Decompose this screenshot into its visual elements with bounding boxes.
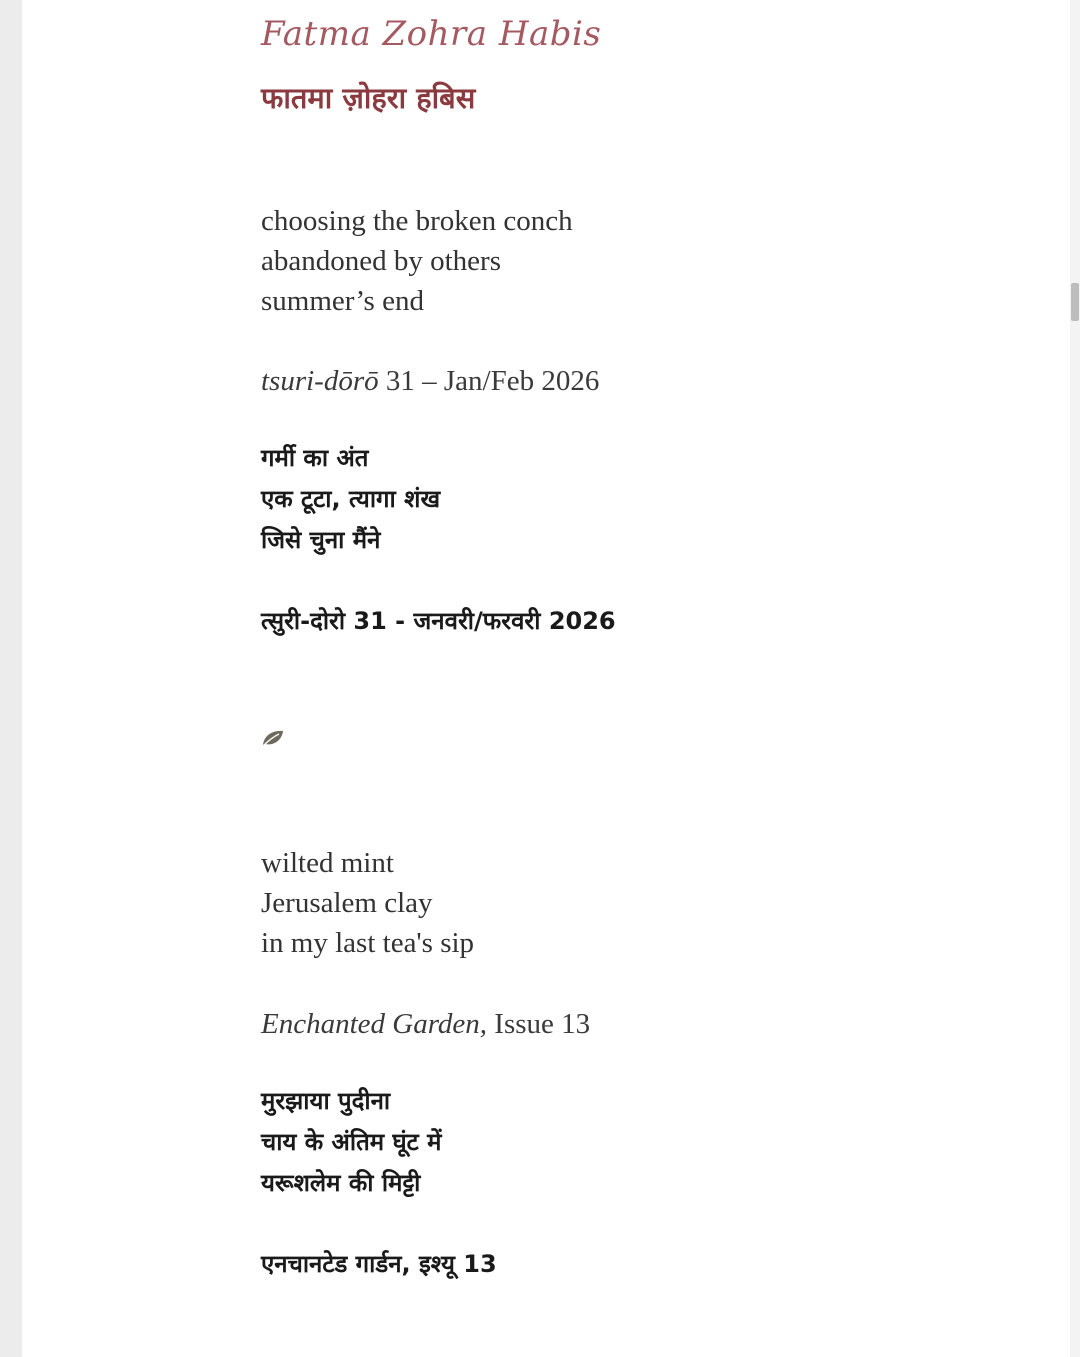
scrollbar-thumb[interactable] [1071, 283, 1079, 321]
poem-2-hindi [261, 1081, 441, 1204]
poem-line: Jerusalem clay [261, 887, 433, 919]
poem-1-source [261, 365, 599, 398]
poem-line-hindi: यरूशलेम की मिट्टी [261, 1169, 421, 1197]
poem-line-hindi: एक टूटा, त्यागा शंख [261, 485, 441, 513]
poem-line: in my last tea's sip [261, 927, 475, 959]
source-title: tsuri-dōrō [261, 365, 379, 397]
poem-2-source [261, 1008, 590, 1041]
scrollbar-track[interactable] [1070, 0, 1080, 1357]
poem-1-hindi [261, 438, 440, 561]
poem-line: wilted mint [261, 847, 394, 879]
poem-line-hindi: जिसे चुना मैंने [261, 526, 381, 554]
poem-2-source-hindi: एनचानटेड गार्डन, इश्यू 13 [261, 1250, 497, 1278]
page [22, 0, 1070, 1357]
poem-line: summer’s end [261, 285, 424, 317]
poem-line-hindi: मुरझाया पुदीना [261, 1087, 391, 1115]
poem-line: abandoned by others [261, 245, 501, 277]
author-name-latin: Fatma Zohra Habis [261, 14, 602, 54]
poem-2-english [261, 843, 474, 963]
poem-line-hindi: चाय के अंतिम घूंट में [261, 1128, 442, 1156]
poem-line-hindi: गर्मी का अंत [261, 444, 369, 472]
source-details: Issue 13 [487, 1008, 591, 1040]
leaf-icon [261, 728, 285, 748]
poem-1-source-hindi: त्सुरी-दोरो 31 - जनवरी/फरवरी 2026 [261, 607, 616, 635]
author-name-hindi: फातमा ज़ोहरा हबिस [261, 81, 476, 115]
source-title: Enchanted Garden, [261, 1008, 488, 1040]
source-details: 31 – Jan/Feb 2026 [378, 365, 600, 397]
poem-line: choosing the broken conch [261, 205, 573, 237]
poem-1-english [261, 201, 573, 321]
